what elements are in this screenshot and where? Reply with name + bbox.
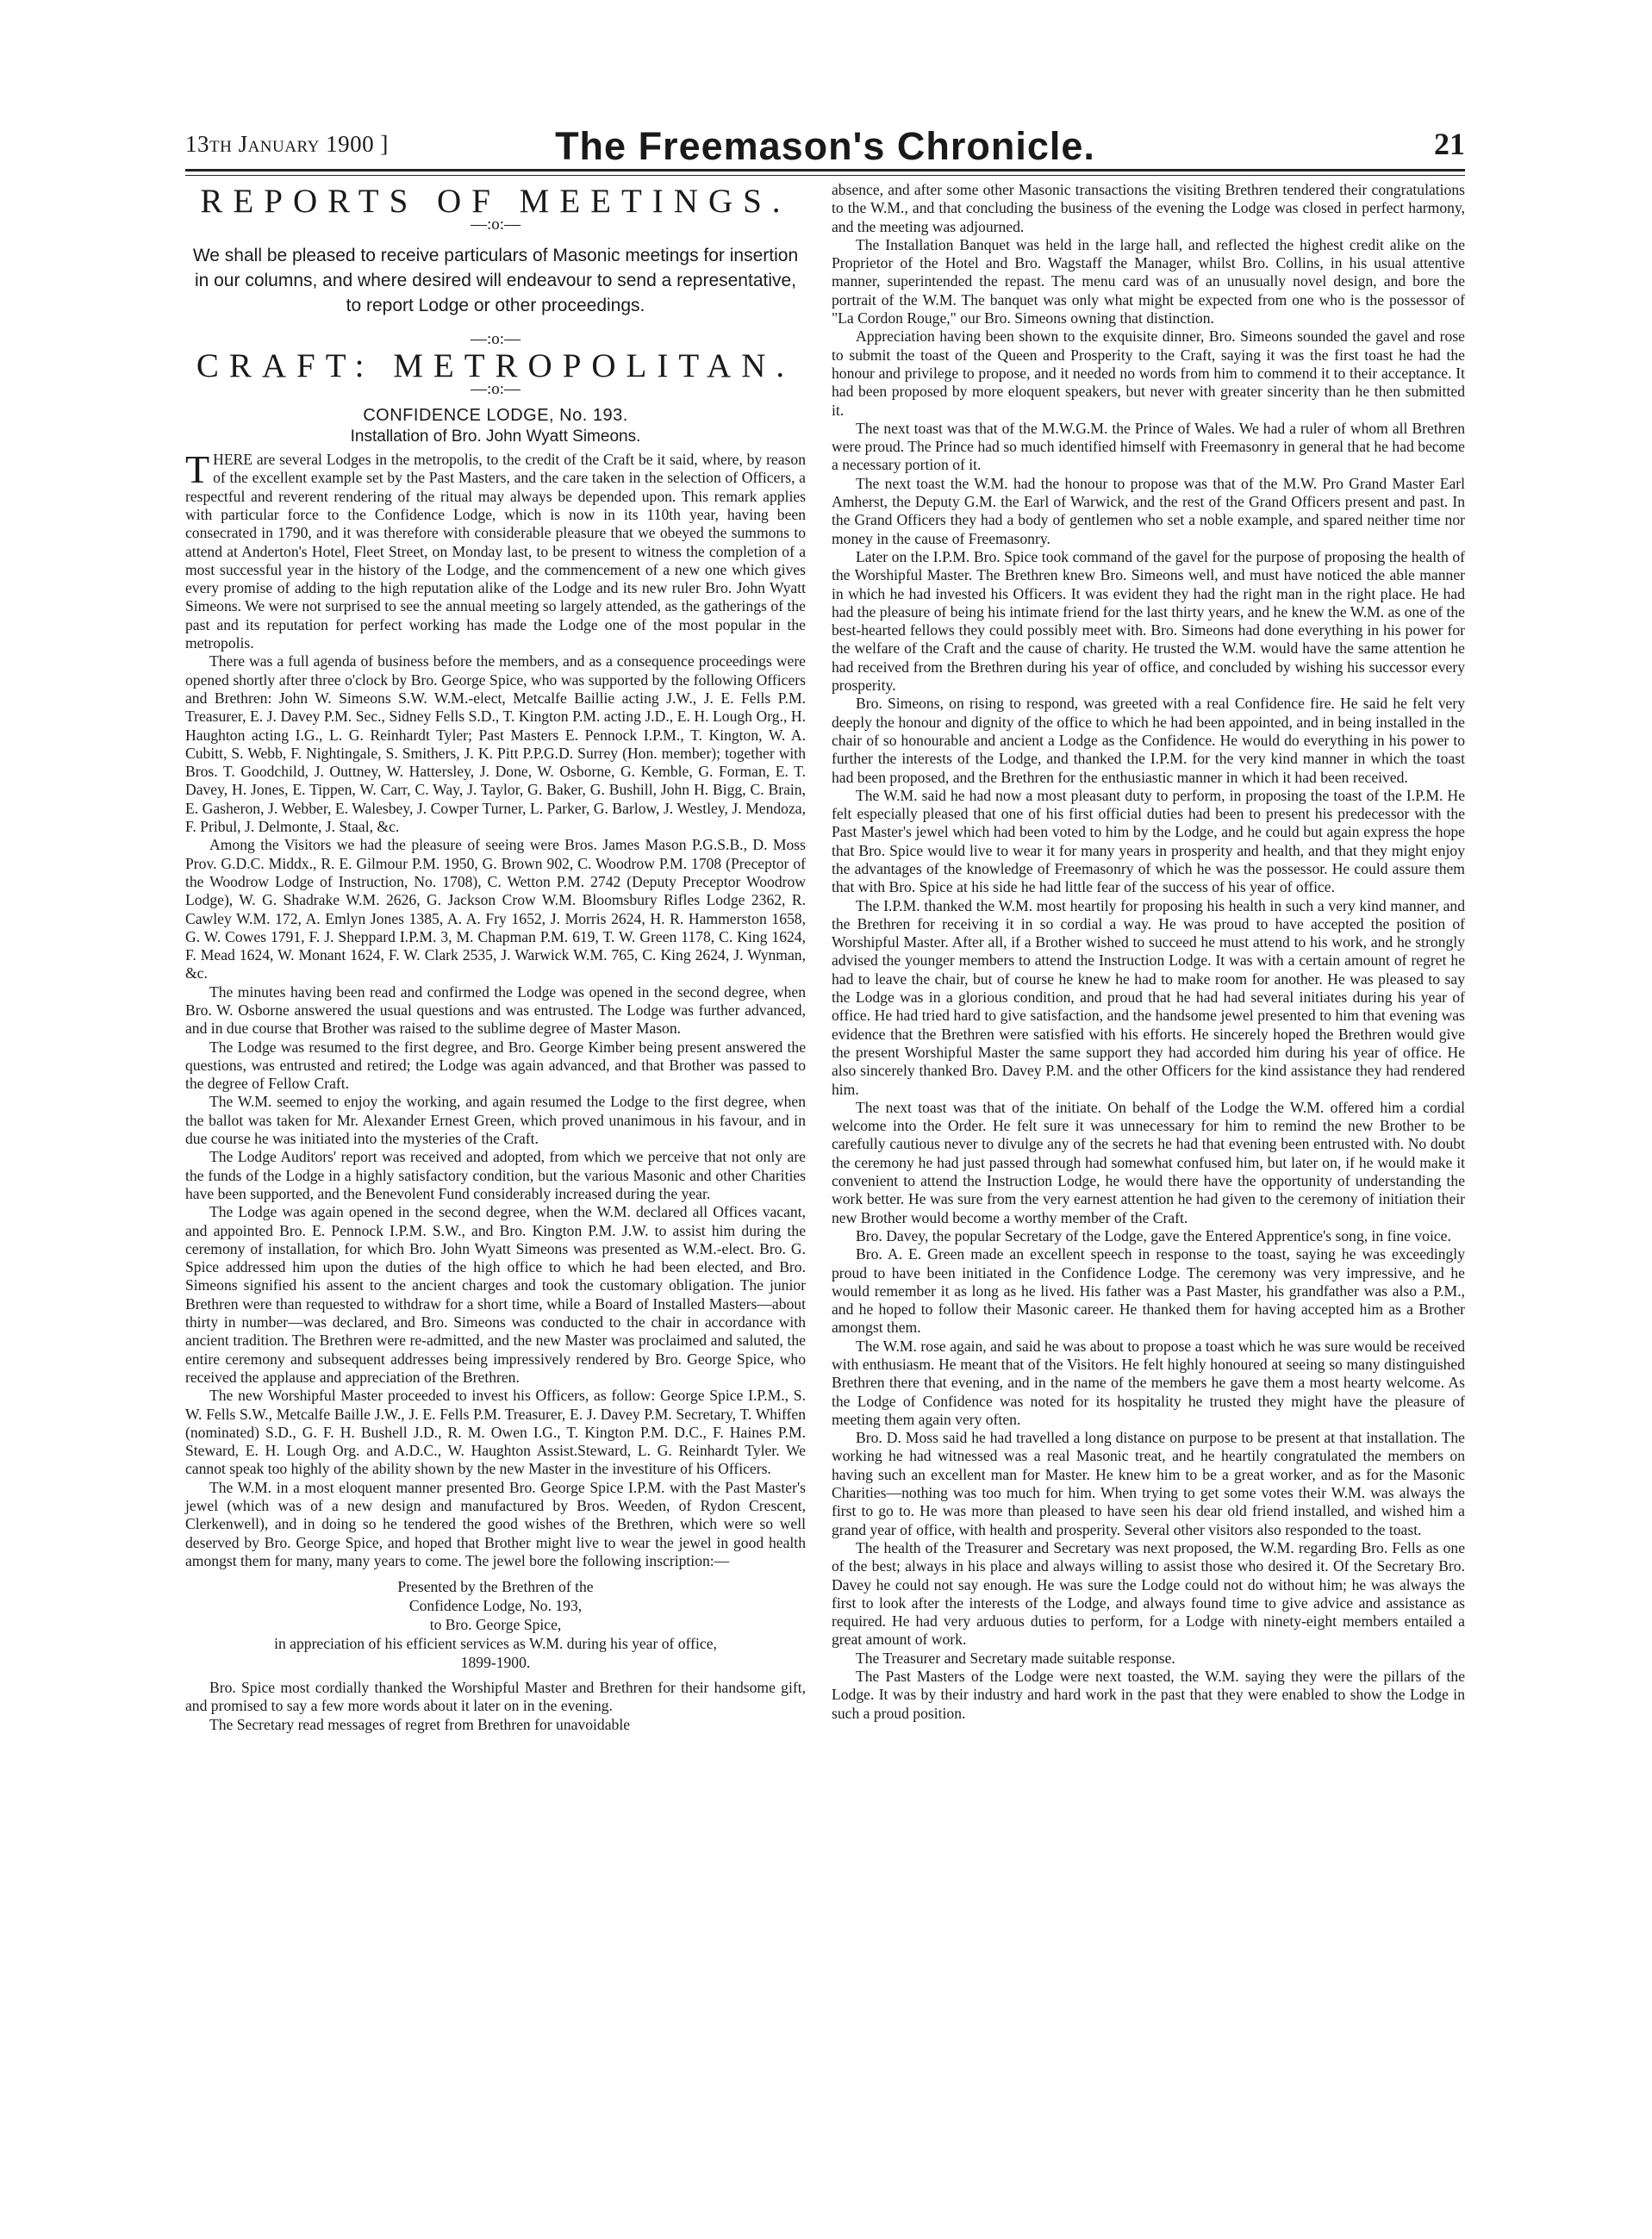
- lodge-name: CONFIDENCE LODGE, No. 193.: [363, 406, 628, 426]
- article-paragraph: The Installation Banquet was held in the large hall, and reflected the highest credit alike on the Proprietor of the Hotel and Bro. Wagstaff the Manager, whilst Bro. Collins, in his usual attentive manner, superintended the repast. The menu card was of an unusually novel design, and bore the portrait of the W.M. The banquet was only what might be expected from one who is the possessor of "La Cordon Rouge," our Bro. Simeons owning that distinction.: [832, 235, 1465, 327]
- jewel-inscription: [185, 1577, 806, 1672]
- article-paragraph: The W.M. in a most eloquent manner presented Bro. George Spice I.P.M. with the Past Master's jewel (which was of a new design and manufactured by Bros. Weeden, of Rydon Crescent, Clerkenwell), and in doing so he tendered the good wishes of the Brethren, which were so well deserved by Bro. George Spice, and hoped that Brother might live to wear the jewel in good health amongst them for many, many years to come. The jewel bore the following inscription:—: [185, 1478, 806, 1569]
- inscription-line: 1899-1900.: [460, 1654, 531, 1672]
- article-paragraph: Bro. Spice most cordially thanked the Worshipful Master and Brethren for their handsome gift, and promised to say a few more words about it later on in the evening.: [185, 1679, 806, 1715]
- divider: —:o:—: [470, 380, 521, 399]
- article-paragraph: The Past Masters of the Lodge were next toasted, the W.M. saying they were the pillars of the Lodge. It was by their industry and hard work in the past that they were enabled to show the Lodge in such a proud position.: [832, 1668, 1465, 1722]
- article-paragraph: The Lodge was resumed to the first degree, and Bro. George Kimber being present answered the questions, was entrusted and retired; the Lodge was again advanced, and that Brother was passed to the degree of Fellow Craft.: [185, 1038, 806, 1093]
- inscription-line: in appreciation of his efficient services as W.M. during his year of office,: [274, 1635, 717, 1653]
- article-paragraph: The new Worshipful Master proceeded to invest his Officers, as follow: George Spice I.P.M., S. W. Fells S.W., Metcalfe Baille J.W., J. E. Fells P.M. Treasurer, E. J. Davey P.M. Secretary, T. Whiffen (nominated) S.D., G. F. H. Bushell J.D., R. M. Owen I.G., T. Kington P.M. D.C., F. Haines P.M. Steward, E. H. Lough Org. and A.D.C., W. Haughton Assist.Steward, L. G. Reinhardt Tyler. We cannot speak too highly of the ability shown by the new Master in the investiture of his Officers.: [185, 1387, 806, 1478]
- article-paragraph: The W.M. seemed to enjoy the working, and again resumed the Lodge to the first degree, when the ballot was taken for Mr. Alexander Ernest Green, which proved unanimous in his favour, and in due course he was initiated into the mysteries of the Craft.: [185, 1093, 806, 1148]
- left-column: [185, 185, 806, 1734]
- article-paragraph: The next toast the W.M. had the honour to propose was that of the M.W. Pro Grand Master Earl Amherst, the Deputy G.M. the Earl of Warwick, and the rest of the Grand Officers present and past. In the Grand Officers they had a body of gentlemen who set a noble example, and spared neither time nor money in the cause of Freemasonry.: [832, 474, 1465, 547]
- article-paragraph: absence, and after some other Masonic transactions the visiting Brethren tendered their congratulations to the W.M., and that concluding the business of the evening the Lodge was closed in perfect harmony, and the meeting was adjourned.: [832, 181, 1465, 235]
- article-paragraph: Bro. Simeons, on rising to respond, was greeted with a real Confidence fire. He said he felt very deeply the honour and dignity of the office to which he had been appointed, and in being installed in the chair of so honourable and ancient a Lodge as the Confidence. He would do everything in his power to further the interests of the Lodge, and thanked the I.P.M. for the very kind manner in which the toast had been proposed, and the Brethren for the enthusiastic manner in which it had been received.: [832, 695, 1465, 786]
- article-paragraph: The minutes having been read and confirmed the Lodge was opened in the second degree, when Bro. W. Osborne answered the usual questions and was entrusted. The Lodge was further advanced, and in due course that Brother was raised to the sublime degree of Master Mason.: [185, 982, 806, 1038]
- installation-subheading: Installation of Bro. John Wyatt Simeons.: [350, 427, 641, 446]
- inscription-line: Presented by the Brethren of the: [397, 1578, 594, 1596]
- divider: —:o:—: [470, 329, 521, 348]
- article-paragraph: There was a full agenda of business before the members, and as a consequence proceedings were opened shortly after three o'clock by Bro. George Spice, who was supported by the following Officers and Brethren: John W. Simeons S.W. W.M.-elect, Metcalfe Baillie acting J.W., J. E. Fells P.M. Treasurer, E. J. Davey P.M. Sec., Sidney Fells S.D., T. Kington P.M. acting J.D., E. H. Lough Org., H. Haughton acting I.G., L. G. Reinhardt Tyler; Past Masters E. Pennock I.P.M., T. Kington, W. A. Cubitt, S. Webb, F. Nightingale, S. Smithers, J. K. Pitt P.P.G.D. Surrey (Hon. member); together with Bros. T. Goodchild, J. Outtney, W. Hattersley, J. Done, W. Osborne, G. Kemble, G. Forman, E. T. Davey, H. Jones, E. Tippen, W. Carr, C. Way, J. Taylor, G. Baker, G. Bushill, John H. Bigg, C. Brain, E. Gasheron, J. Webber, E. Walesbey, J. Cowper Turner, L. Parker, G. Barlow, J. Westley, J. Mendoza, F. Pribul, J. Delmonte, J. Staal, &c.: [185, 652, 806, 836]
- article-paragraph: The W.M. said he had now a most pleasant duty to perform, in proposing the toast of the I.P.M. He felt especially pleased that one of his first official duties had been to present his predecessor with the Past Master's jewel which had been voted to him by the Lodge, and he could but again express the hope that Bro. Spice would live to wear it for many years in prosperity and health, and that they might enjoy the advantages of the knowledge of Freemasonry of which he was the possessor. He could assure them that with Bro. Spice at his side he had little fear of the success of his year of office.: [832, 786, 1465, 896]
- article-paragraph: Bro. D. Moss said he had travelled a long distance on purpose to be present at that installation. The working he had witnessed was a real Masonic treat, and he heartily congratulated the members on having such an excellent man for Master. He knew him to be a great worker, and as for the Masonic Charities—nothing was too much for him. When trying to get some votes their W.M. was always the first to go to. He was more than pleased to have seen his dear old friend installed, and wished him a grand year of office, with health and prosperity. Several other visitors also responded to the toast.: [832, 1429, 1465, 1538]
- article-paragraph: The next toast was that of the initiate. On behalf of the Lodge the W.M. offered him a cordial welcome into the Order. He felt sure it was unnecessary for him to remind the new Brother to be carefully cautious never to divulge any of the secrets he had that evening been entrusted with. No doubt the ceremony he had just passed through had somewhat confused him, but later on, if he would make it convenient to attend the Instruction Lodge, he would there have the opportunity of understanding the work better. He was sure from the very earnest attention he had given to the ceremony of initiation their new Brother would become a worthy member of the Craft.: [832, 1098, 1465, 1226]
- article-paragraph: The next toast was that of the M.W.G.M. the Prince of Wales. We had a ruler of whom all Brethren were proud. The Prince had so much identified himself with Freemasonry in general that he had become a necessary portion of it.: [832, 419, 1465, 474]
- craft-heading: CRAFT: METROPOLITAN.: [196, 346, 795, 384]
- article-paragraph: Appreciation having been shown to the exquisite dinner, Bro. Simeons sounded the gavel and rose to submit the toast of the Queen and Prosperity to the Craft, saying it was the first toast he had the honour and privilege to propose, and it needed no words from him to commend it to their acceptance. It had been proposed by more eloquent speakers, but never with greater sincerity than he then submitted it.: [832, 327, 1465, 419]
- header-rule-thin: [185, 175, 1465, 176]
- drop-cap: T: [185, 447, 210, 492]
- article-paragraph: Bro. Davey, the popular Secretary of the Lodge, gave the Entered Apprentice's song, in fine voice.: [856, 1226, 1451, 1244]
- article-paragraph: Bro. A. E. Green made an excellent speech in response to the toast, saying he was exceedingly proud to have been initiated in the Confidence Lodge. The ceremony was very impressive, and he would remember it as long as he lived. His father was a Past Master, his grandfather was also a P.M., and he hoped to follow their Masonic career. He thanked them for having accepted him as a Brother amongst them.: [832, 1245, 1465, 1337]
- article-paragraph: The health of the Treasurer and Secretary was next proposed, the W.M. regarding Bro. Fells as one of the best; always in his place and always willing to assist those who desired it. Of the Secretary Bro. Davey he could not say enough. He was sure the Lodge could not do without him; he was always the first to look after the interests of the Lodge, and always found time to give advice and assistance as required. He had very arduous duties to perform, for a Lodge with ninety-eight members entailed a great amount of work.: [832, 1538, 1465, 1649]
- article-paragraph: The Lodge Auditors' report was received and adopted, from which we perceive that not only are the funds of the Lodge in a highly satisfactory condition, but the various Masonic and other Charities have been supported, and the Benevolent Fund considerably increased during the year.: [185, 1148, 806, 1202]
- page-header: [185, 124, 1465, 172]
- article-paragraph: THERE are several Lodges in the metropolis, to the credit of the Craft be it said, where, by reason of the excellent example set by the Past Masters, and the care taken in the selection of Officers, a respectful and reverent rendering of the ritual may always be depended upon. This remark applies with particular force to the Confidence Lodge, which is now in its 110th year, having been consecrated in 1790, and it was therefore with considerable pleasure that we obeyed the summons to attend at Anderton's Hotel, Fleet Street, on Monday last, to be present to witness the completion of a most successful year in the history of the Lodge, and the commencement of a new one which gives every promise of adding to the high reputation alike of the Lodge and its new ruler Bro. John Wyatt Simeons. We were not surprised to see the annual meeting so largely attended, as the gatherings of the past and its reputation for perfect working has made the Lodge one of the most popular in the metropolis.: [185, 447, 806, 652]
- reports-heading: REPORTS OF MEETINGS.: [200, 183, 791, 220]
- reports-notice: We shall be pleased to receive particulars of Masonic meetings for insertion in our columns, and where desired will endeavour to send a representative, to report Lodge or other proceedings.: [192, 245, 799, 315]
- masthead-title: The Freemason's Chronicle.: [555, 124, 1095, 168]
- page-number: 21: [1434, 127, 1465, 161]
- inscription-line: to Bro. George Spice,: [429, 1616, 562, 1634]
- divider: —:o:—: [470, 215, 521, 234]
- article-paragraph: The W.M. rose again, and said he was about to propose a toast which he was sure would be received with enthusiasm. He meant that of the Visitors. He felt highly honoured at seeing so many distinguished Brethren there that evening, and in the name of the members he gave them a most hearty welcome. As the Lodge of Confidence was noted for its hospitality he trusted they might have the pleasure of meeting them again very often.: [832, 1337, 1465, 1428]
- issue-date: 13th January 1900 ]: [185, 131, 389, 157]
- article-paragraph: Among the Visitors we had the pleasure of seeing were Bros. James Mason P.G.S.B., D. Moss Prov. G.D.C. Middx., R. E. Gilmour P.M. 1950, G. Brown 902, C. Woodrow P.M. 1708 (Preceptor of the Woodrow Lodge of Instruction, No. 1708), C. Wetton P.M. 2742 (Deputy Preceptor Woodrow Lodge), W. G. Shadrake W.M. 2626, G. Jackson Crow W.M. Bloomsbury Rifles Lodge 2362, R. Cawley W.M. 172, A. Emlyn Jones 1385, A. A. Fry 1652, J. Morris 2624, H. R. Hammerston 1658, G. W. Cowes 1791, F. J. Sheppard I.P.M. 3, M. Chapman P.M. 619, T. W. Green 1178, C. King 1624, F. Mead 1624, W. Monant 1624, F. W. Clark 2535, J. Warwick W.M. 765, C. King 2624, J. Wynman, &c.: [185, 836, 806, 982]
- article-paragraph: The Secretary read messages of regret from Brethren for unavoidable: [209, 1715, 631, 1733]
- article-paragraph: The I.P.M. thanked the W.M. most heartily for proposing his health in such a very kind manner, and the Brethren for receiving it in so cordial a way. He was proud to have accepted the position of Worshipful Master. After all, if a Brother wished to succeed he must attend to his work, and he strongly advised the younger members to attend the Instruction Lodge. It was with a certain amount of regret he had to leave the chair, but of course he knew he had to make room for another. He was pleased to say the Lodge was in a glorious condition, and proud that he had had several initiates during his year of office. He had tried hard to give satisfaction, and the handsome jewel presented to him that evening was evidence that the Brethren were satisfied with his efforts. He sincerely hoped the Brethren would give the present Worshipful Master the same support they had accorded him during his year of office. He also sincerely thanked Bro. Davey P.M. and the other Officers for the kind assistance they had rendered him.: [832, 896, 1465, 1098]
- article-paragraph: Later on the I.P.M. Bro. Spice took command of the gavel for the purpose of proposing the health of the Worshipful Master. The Brethren knew Bro. Simeons well, and must have noticed the able manner in which he had invested his Officers. It was evident they had the right man in the right place. He had had the pleasure of being his intimate friend for the last thirty years, and he knew the W.M. as one of the best-hearted fellows they could possibly meet with. Bro. Simeons had done everything in his power for the welfare of the Craft and the cause of charity. He trusted the W.M. would have the same attention he had received from the Brethren during his year of office, and concluded by wishing his successor every prosperity.: [832, 547, 1465, 695]
- right-column: [832, 181, 1465, 1723]
- header-rule-thick: [185, 169, 1465, 172]
- inscription-line: Confidence Lodge, No. 193,: [408, 1597, 583, 1615]
- article-paragraph: The Lodge was again opened in the second degree, when the W.M. declared all Offices vacant, and appointed Bro. E. Pennock I.P.M. S.W., and Bro. Kington P.M. J.W. to assist him during the ceremony of installation, for which Bro. John Wyatt Simeons was presented as W.M.-elect. Bro. G. Spice addressed him upon the duties of the high office to which he had been elected, and Bro. Simeons signified his assent to the ancient charges and took the customary obligation. The junior Brethren were than requested to withdraw for a short time, while a Board of Installed Masters—about thirty in number—was declared, and Bro. Simeons was conducted to the chair in accordance with ancient tradition. The Brethren were re-admitted, and the new Master was proclaimed and saluted, the entire ceremony and subsequent addresses being impressively rendered by Bro. George Spice, who received the applause and appreciation of the Brethren.: [185, 1203, 806, 1386]
- article-paragraph: The Treasurer and Secretary made suitable response.: [856, 1649, 1175, 1667]
